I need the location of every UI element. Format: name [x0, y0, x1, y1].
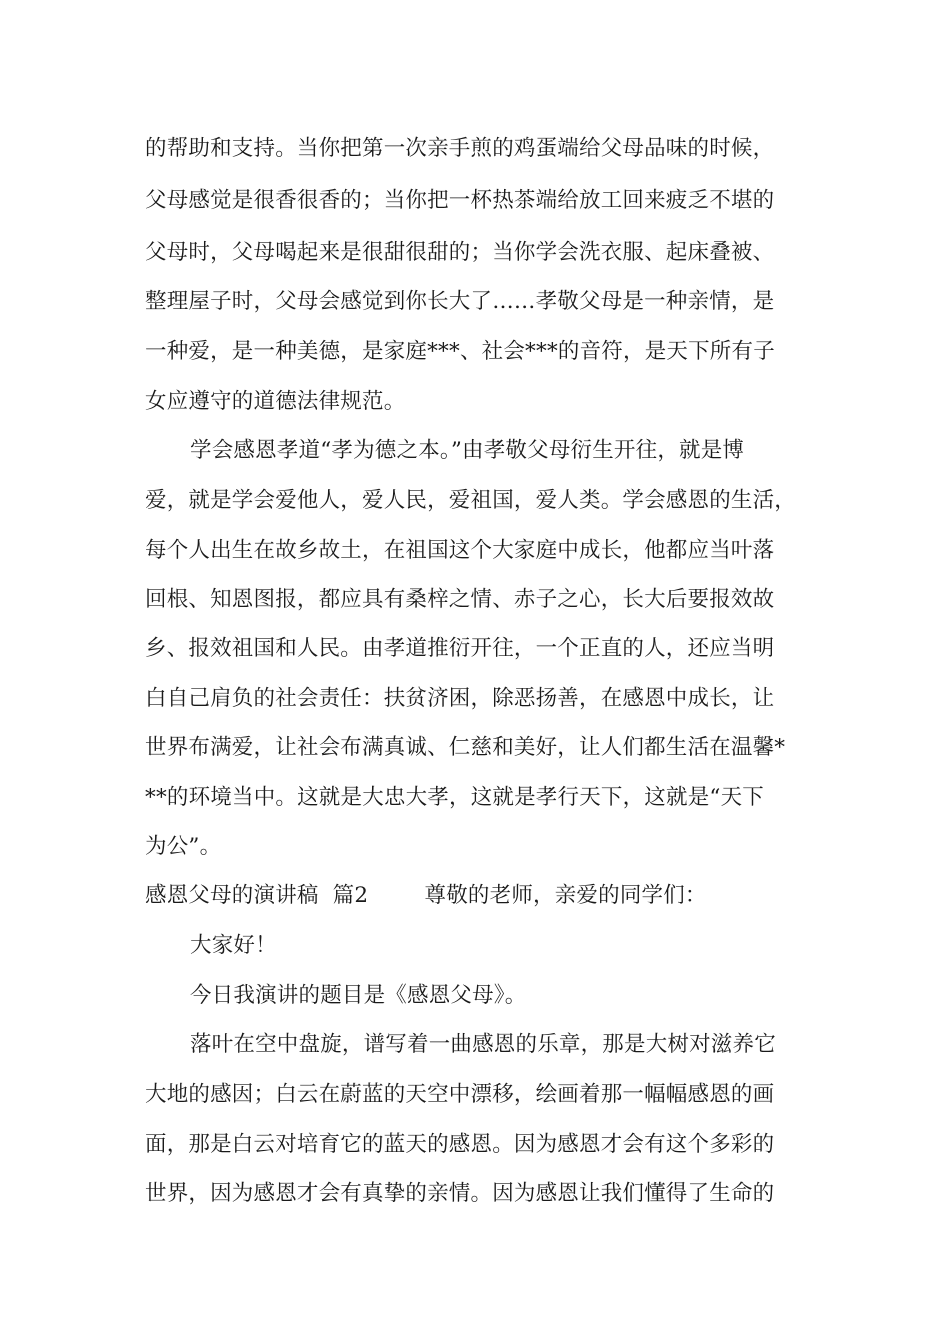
- paragraph-start: 学会感恩孝道“孝为德之本。”由孝敬父母衍生开往，就是博: [190, 438, 745, 463]
- text-line: 面，那是白云对培育它的蓝天的感恩。因为感恩才会有这个多彩的: [145, 1132, 775, 1157]
- text-line: 爱，就是学会爱他人，爱人民，爱祖国，爱人类。学会感恩的生活，: [145, 488, 797, 513]
- speech-topic: 今日我演讲的题目是《感恩父母》。: [190, 983, 527, 1008]
- text-line: 大地的感因；白云在蔚蓝的天空中漂移，绘画着那一幅幅感恩的画: [145, 1082, 775, 1107]
- section-heading: 感恩父母的演讲稿 篇2 尊敬的老师，亲爱的同学们：: [145, 883, 707, 908]
- text-line: 每个人出生在故乡故土，在祖国这个大家庭中成长，他都应当叶落: [145, 538, 775, 563]
- text-line: 世界布满爱，让社会布满真诚、仁慈和美好，让人们都生活在温馨*: [145, 735, 786, 760]
- text-line: 父母时，父母喝起来是很甜很甜的；当你学会洗衣服、起床叠被、: [145, 240, 775, 265]
- paragraph-start: 落叶在空中盘旋，谱写着一曲感恩的乐章，那是大树对滋养它: [190, 1032, 776, 1057]
- text-line: 整理屋子时，父母会感觉到你长大了……孝敬父母是一种亲情，是: [145, 289, 775, 314]
- text-line: **的环境当中。这就是大忠大孝，这就是孝行天下，这就是“天下: [145, 785, 764, 810]
- text-line: 的帮助和支持。当你把第一次亲手煎的鸡蛋端给父母品味的时候，: [145, 136, 775, 161]
- text-line: 回根、知恩图报，都应具有桑梓之情、赤子之心，长大后要报效故: [145, 587, 775, 612]
- text-line: 为公”。: [145, 834, 222, 859]
- text-line: 父母感觉是很香很香的；当你把一杯热茶端给放工回来疲乏不堪的: [145, 188, 775, 213]
- greeting: 大家好！: [190, 933, 277, 958]
- text-line: 白自己肩负的社会责任：扶贫济困，除恶扬善，在感恩中成长，让: [145, 686, 775, 711]
- text-line: 女应遵守的道德法律规范。: [145, 389, 406, 414]
- text-line: 乡、报效祖国和人民。由孝道推衍开往，一个正直的人，还应当明: [145, 636, 775, 661]
- text-line: 世界，因为感恩才会有真挚的亲情。因为感恩让我们懂得了生命的: [145, 1181, 775, 1206]
- text-line: 一种爱，是一种美德，是家庭***、社会***的音符，是天下所有子: [145, 339, 775, 364]
